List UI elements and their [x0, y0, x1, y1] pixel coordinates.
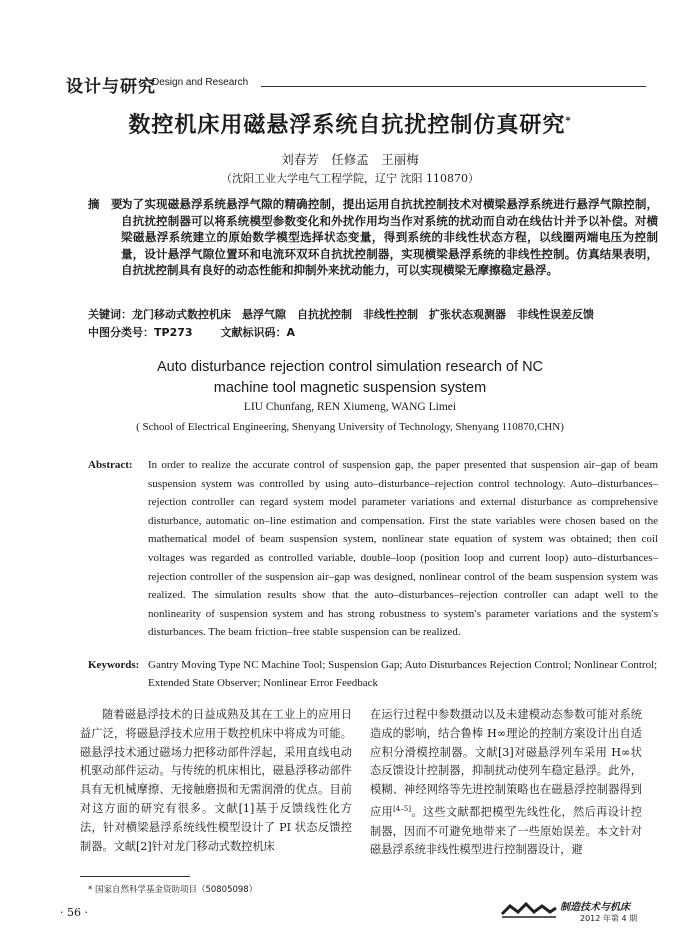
abstract-en-text: In order to realize the accurate control of suspension gap, the paper presented that suspension air–gap of beam suspension system was controlled by using auto–disturbance–rejection control technology. Auto–disturbances–rejection controller can regard system model parameter variations and external disturbance as comprehensive disturbance, automatic on–line estimation and compensation. First the state variables were chosen based on the mathematical model of beam suspension system, nonlinear state equation of system was obtained; then coil voltages was regarded as controlled variable, double–loop (position loop and current loop) auto–disturbances–rejection controller of the suspension air–gap was designed, nonlinear control of the beam suspension system was realized. The simulation results show that the auto–disturbances–rejection controller can adapt well to the nonlinearity of suspension system and has strong robustness to system′s parameter variations and the system′s disturbances. The beam friction–free stable suspension can be realized. [148, 459, 658, 639]
keywords-en-text: Gantry Moving Type NC Machine Tool; Suspension Gap; Auto Disturbances Rejection Control; Nonlinear Control; Extended State Observer; Nonlinear Error Feedback [148, 659, 658, 689]
title-text: 数控机床用磁悬浮系统自抗扰控制仿真研究 [128, 113, 566, 138]
authors-cn: 刘春芳 任修孟 王丽梅 [281, 152, 419, 167]
document-code: 文献标识码：A [220, 326, 296, 339]
header-divider [261, 86, 646, 87]
section-label-en: Design and Research [152, 77, 249, 88]
footnote: * 国家自然科学基金资助项目（50805098） [88, 885, 258, 895]
journal-issue: 2012 年第 4 期 [580, 914, 638, 923]
body-right-text-a: 在运行过程中参数摄动以及未建模动态参数可能对系统造成的影响，结合鲁棒 H∞理论的控制方案设计出自适应积分滑模控制器。文献[3]对磁悬浮列车采用 H∞状态反馈设计控制器，抑制扰动使列车稳定悬浮。此外，模糊、神经网络等先进控制策略也在磁悬浮控制器得到应用 [370, 708, 642, 819]
abstract-en [88, 456, 658, 642]
citation-ref: [4–5] [393, 804, 411, 813]
journal-name: 制造技术与机床 [560, 902, 630, 913]
title-en-line1: Auto disturbance rejection control simulation research of NC [156, 359, 544, 375]
keywords-cn: 关键词：龙门移动式数控机床 悬浮气隙 自抗扰控制 非线性控制 扩张状态观测器 非线性误差反馈 [88, 308, 594, 321]
footnote-divider [80, 876, 190, 877]
section-label: 设计与研究 [66, 77, 156, 97]
clc-number: 中图分类号：TP273 [88, 326, 193, 339]
paper-title-cn [0, 108, 700, 139]
body-right-text-b: 。这些文献都把模型先线性化，然后再设计控制器，因而不可避免地带来了一些原始误差。本文针对磁悬浮系统非线性模型进行控制器设计，避 [370, 805, 642, 857]
keywords-en-label: Keywords: [88, 659, 140, 671]
abstract-en-label: Abstract: [88, 459, 133, 471]
journal-logo-icon [500, 900, 558, 918]
authors-en: LIU Chunfang, REN Xiumeng, WANG Limei [243, 401, 457, 413]
body-column-right [370, 706, 642, 860]
abstract-cn-text: 为了实现磁悬浮系统悬浮气隙的精确控制，提出运用自抗扰控制技术对横梁悬浮系统进行悬浮气隙控制，自抗扰控制器可以将系统模型参数变化和外扰作用均当作对系统的扰动而自动在线估计并予以补偿。对横梁磁悬浮系统建立的原始数学模型选择状态变量，得到系统的非线性状态方程，以线圈两端电压为控制量，设计悬浮气隙位置环和电流环双环自抗扰控制器，实现横梁悬浮系统的非线性控制。仿真结果表明，自抗扰控制具有良好的动态性能和抑制外来扰动能力，可以实现横梁无摩擦稳定悬浮。 [121, 197, 658, 277]
abstract-cn-label: 摘 要： [88, 197, 134, 211]
paper-title-en [0, 357, 700, 399]
body-column-left: 随着磁悬浮技术的日益成熟及其在工业上的应用日益广泛，将磁悬浮技术应用于数控机床中将成为可能。磁悬浮技术通过磁场力把移动部件浮起，采用直线电动机驱动部件运动。与传统的机床相比，磁悬浮移动部件具有无机械摩擦、无接触磨损和无需润滑的优点。目前对这方面的研究有很多。文献[1]基于反馈线性化方法，针对横梁悬浮系统线性模型设计了 PI 状态反馈控制器。文献[2]针对龙门移动式数控机床 [80, 708, 352, 853]
title-footnote-mark: * [565, 115, 572, 127]
classification-line [88, 324, 658, 340]
running-header [66, 72, 646, 97]
affiliation-en: ( School of Electrical Engineering, Shenyang University of Technology, Shenyang 110870,CHN) [136, 421, 564, 433]
abstract-cn [88, 196, 658, 279]
journal-mark [500, 898, 675, 928]
title-en-line2: machine tool magnetic suspension system [213, 380, 487, 396]
page-number: · 56 · [60, 906, 88, 919]
keywords-en [88, 656, 658, 692]
affiliation-cn: （沈阳工业大学电气工程学院，辽宁 沈阳 110870） [221, 172, 479, 185]
